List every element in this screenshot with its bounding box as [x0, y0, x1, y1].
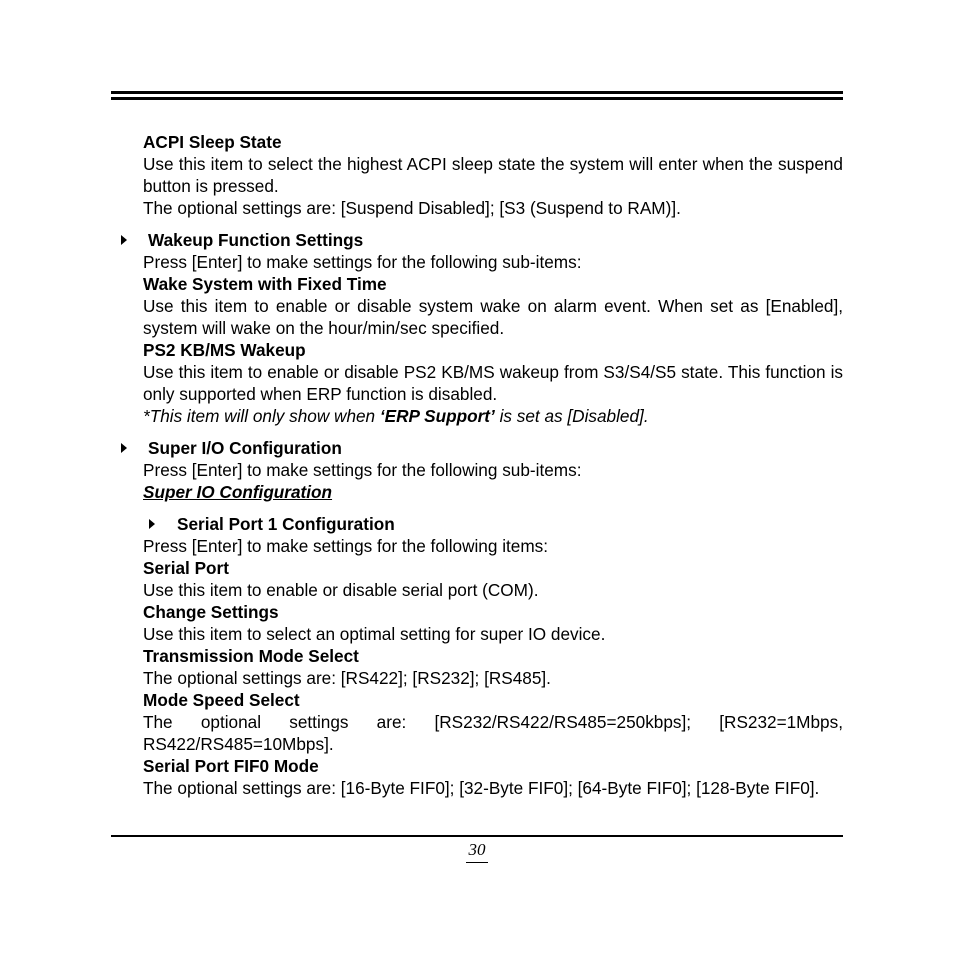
serial-port-desc: Use this item to enable or disable serial port (COM).	[143, 580, 539, 600]
header-rule-bottom	[111, 97, 843, 100]
header-rule-top	[111, 91, 843, 94]
mode-speed-desc: The optional settings are: [RS232/RS422/RS485=250kbps]; [RS232=1Mbps, RS422/RS485=10Mbps].	[143, 712, 843, 754]
change-settings-title: Change Settings	[143, 602, 279, 622]
footer-rule	[111, 835, 843, 837]
erp-note-prefix: *This item will only show when	[143, 406, 380, 426]
serial-port-heading	[111, 513, 843, 535]
page-number: 30	[468, 840, 486, 859]
serial-port-title: Serial Port	[143, 558, 229, 578]
superio-title: Super I/O Configuration	[148, 438, 342, 458]
ps2-wakeup-title: PS2 KB/MS Wakeup	[143, 340, 306, 360]
erp-note-keyword: ‘ERP Support’	[379, 406, 495, 426]
change-settings-desc: Use this item to select an optimal setting for super IO device.	[143, 624, 606, 644]
wake-fixed-time-title: Wake System with Fixed Time	[143, 274, 387, 294]
superio-intro: Press [Enter] to make settings for the following sub-items:	[143, 460, 582, 480]
page-content	[111, 131, 843, 799]
transmission-mode-desc: The optional settings are: [RS422]; [RS232]; [RS485].	[143, 668, 551, 688]
wakeup-intro: Press [Enter] to make settings for the following sub-items:	[143, 252, 582, 272]
ps2-wakeup-desc: Use this item to enable or disable PS2 KB/MS wakeup from S3/S4/S5 state. This function is only supported when ERP function is disabled.	[143, 362, 843, 404]
right-arrow-icon	[121, 235, 127, 245]
page-number-underline	[466, 862, 488, 863]
acpi-sleep-state-desc: Use this item to select the highest ACPI sleep state the system will enter when the suspend button is pressed.	[143, 154, 843, 196]
mode-speed-title: Mode Speed Select	[143, 690, 300, 710]
erp-note	[111, 405, 843, 427]
superio-heading	[111, 437, 843, 459]
wakeup-function-heading	[111, 229, 843, 251]
fifo-mode-title: Serial Port FIF0 Mode	[143, 756, 319, 776]
superio-subheading: Super IO Configuration	[143, 482, 333, 502]
serial-intro: Press [Enter] to make settings for the following items:	[143, 536, 549, 556]
fifo-mode-desc: The optional settings are: [16-Byte FIF0]; [32-Byte FIF0]; [64-Byte FIF0]; [128-Byte FIF0].	[143, 778, 820, 798]
right-arrow-icon	[121, 443, 127, 453]
transmission-mode-title: Transmission Mode Select	[143, 646, 359, 666]
wakeup-function-title: Wakeup Function Settings	[148, 230, 364, 250]
erp-note-suffix: is set as [Disabled].	[494, 406, 649, 426]
acpi-sleep-state-title: ACPI Sleep State	[143, 132, 282, 152]
acpi-sleep-state-options: The optional settings are: [Suspend Disabled]; [S3 (Suspend to RAM)].	[143, 198, 681, 218]
right-arrow-icon	[149, 519, 155, 529]
serial-port-config-title: Serial Port 1 Configuration	[177, 514, 395, 534]
wake-fixed-time-desc: Use this item to enable or disable system wake on alarm event. When set as [Enabled], system will wake on the hour/min/sec specified.	[143, 296, 843, 338]
